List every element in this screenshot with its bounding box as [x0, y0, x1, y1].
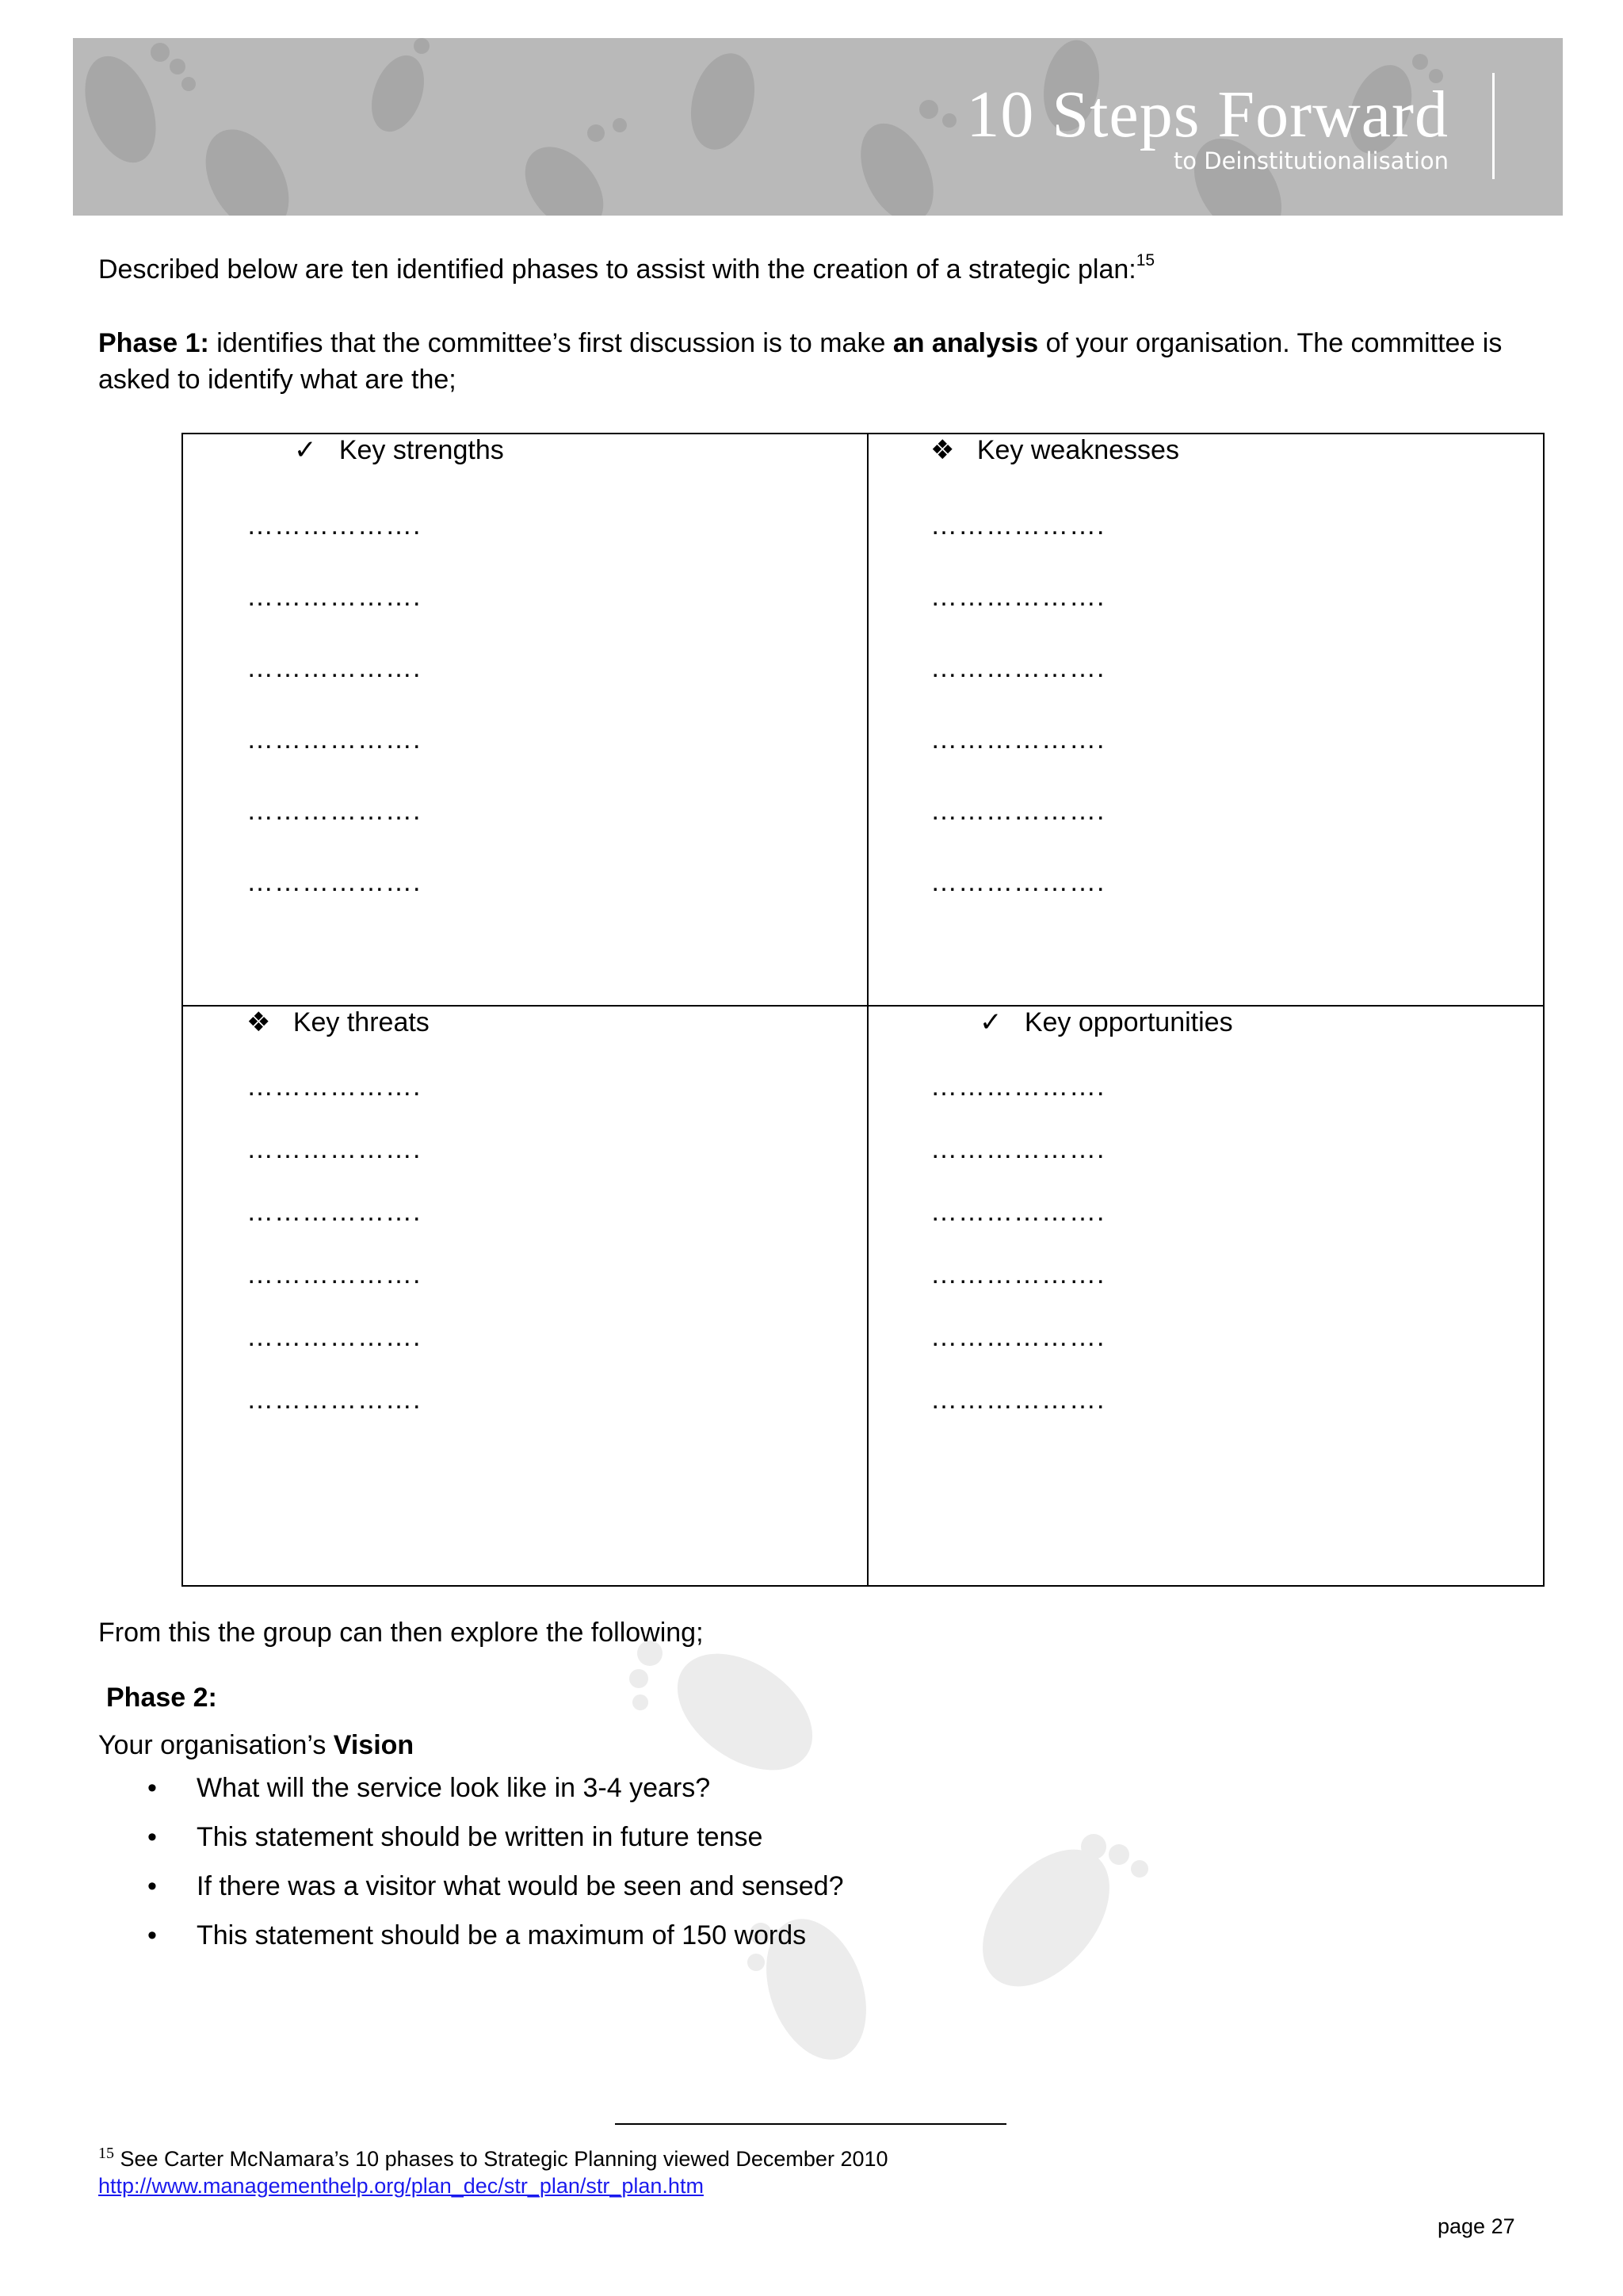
strengths-label: Key strengths: [338, 435, 504, 465]
blank-line: ……………….: [246, 1385, 422, 1415]
threats-heading: [246, 1007, 430, 1038]
footnote-separator: [615, 2123, 1006, 2125]
blank-line: ……………….: [930, 724, 1106, 755]
header-divider: [1492, 73, 1495, 179]
blank-line: ……………….: [246, 867, 422, 897]
blank-line: ……………….: [246, 582, 422, 612]
blank-line: ……………….: [930, 796, 1106, 826]
intro-text: Described below are ten identified phases to assist with the creation of a strategic plan:: [98, 254, 1136, 285]
blank-line: ……………….: [930, 1072, 1106, 1102]
header-banner: [73, 38, 1563, 216]
blank-line: ……………….: [930, 1259, 1106, 1289]
phase1-paragraph: [98, 325, 1533, 398]
blank-line: ……………….: [246, 1134, 422, 1164]
footnote-text: See Carter McNamara’s 10 phases to Strategic Planning viewed December 2010: [114, 2147, 888, 2171]
blank-line: ……………….: [930, 510, 1106, 541]
header-title: 10 Steps Forward: [966, 78, 1449, 151]
footnote-line: [98, 2140, 888, 2172]
blank-line: ……………….: [246, 1197, 422, 1227]
phase2-heading: Phase 2:: [106, 1683, 217, 1713]
blank-line: ……………….: [930, 867, 1106, 897]
vision-line: [98, 1728, 414, 1763]
blank-line: ……………….: [246, 510, 422, 541]
vision-label: Vision: [333, 1730, 414, 1760]
blank-line: ……………….: [246, 1322, 422, 1352]
check-icon: ✓: [980, 1007, 1002, 1037]
phase1-text-b: of your organisation. The committee is asked to identify what are the;: [98, 328, 1503, 395]
footnote-link[interactable]: http://www.managementhelp.org/plan_dec/str_plan/str_plan.htm: [98, 2174, 704, 2198]
weaknesses-heading: [930, 434, 1179, 466]
intro-paragraph: [98, 252, 1155, 287]
list-item: • This statement should be a maximum of 150 words: [143, 1918, 843, 1967]
page-number: page 27: [1438, 2214, 1515, 2238]
blank-line: ……………….: [930, 1385, 1106, 1415]
blank-line: ……………….: [246, 724, 422, 755]
swot-table: [181, 433, 1545, 1587]
table-divider-vertical: [867, 434, 869, 1585]
check-icon: ✓: [294, 435, 317, 465]
strengths-heading: [294, 434, 504, 466]
blank-line: ……………….: [930, 1322, 1106, 1352]
diamond-bullet-icon: ❖: [930, 435, 955, 465]
footnote-number: 15: [98, 2145, 114, 2162]
blank-line: ……………….: [930, 1197, 1106, 1227]
phase1-label: Phase 1:: [98, 328, 209, 358]
vision-prefix: Your organisation’s: [98, 1730, 334, 1760]
blank-line: ……………….: [246, 653, 422, 683]
blank-line: ……………….: [246, 796, 422, 826]
footnote-reference[interactable]: 15: [1136, 251, 1155, 269]
list-item: • If there was a visitor what would be seen and sensed?: [143, 1869, 843, 1918]
opportunities-label: Key opportunities: [1024, 1007, 1233, 1037]
blank-line: ……………….: [930, 653, 1106, 683]
header-subtitle: to Deinstitutionalisation: [1173, 147, 1449, 174]
vision-bullet-list: [143, 1771, 843, 1967]
explore-text: From this the group can then explore the following;: [98, 1618, 704, 1648]
blank-line: ……………….: [246, 1072, 422, 1102]
threats-label: Key threats: [292, 1007, 430, 1037]
list-item: • What will the service look like in 3-4 years?: [143, 1771, 843, 1820]
blank-line: ……………….: [930, 582, 1106, 612]
footnote: [98, 2140, 888, 2199]
diamond-bullet-icon: ❖: [246, 1007, 271, 1037]
opportunities-heading: [980, 1007, 1233, 1038]
phase1-text-a: identifies that the committee’s first discussion is to make: [208, 328, 893, 358]
weaknesses-label: Key weaknesses: [976, 435, 1179, 465]
blank-line: ……………….: [930, 1134, 1106, 1164]
blank-line: ……………….: [246, 1259, 422, 1289]
list-item: • This statement should be written in future tense: [143, 1820, 843, 1869]
phase1-bold-analysis: an analysis: [892, 328, 1039, 358]
